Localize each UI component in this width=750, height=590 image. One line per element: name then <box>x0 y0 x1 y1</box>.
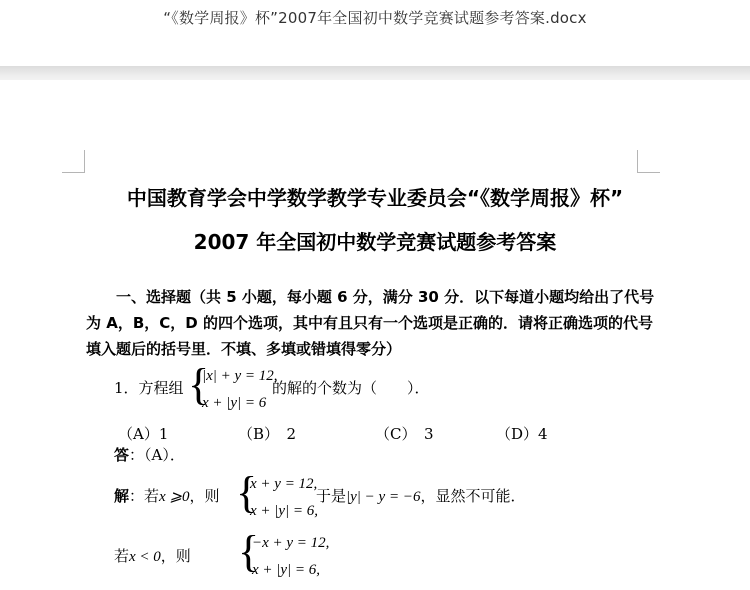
q1-eq2: x + |y| = 6 <box>202 395 267 411</box>
answer-label: 答 <box>114 446 130 464</box>
heading-line-2: 2007 年全国初中数学竞赛试题参考答案 <box>193 230 557 254</box>
solution-end-1: ，显然不可能． <box>420 487 526 505</box>
option-c: （C） 3 <box>375 425 434 443</box>
solution-mid-1: ，则 <box>189 487 220 505</box>
sys1-eq2: x + |y| = 6, <box>250 503 319 519</box>
heading-line-1: 中国教育学会中学数学教学专业委员会“《数学周报》杯” <box>126 186 624 210</box>
option-d: （D）4 <box>496 425 548 443</box>
solution-system-1 <box>236 468 326 525</box>
q1-label: 1．方程组 <box>114 379 184 397</box>
sys2-eq1: −x + y = 12, <box>252 535 330 551</box>
margin-corner-top-right <box>637 150 660 173</box>
solution-line-1 <box>114 485 220 506</box>
brace-glyph: { <box>236 468 258 517</box>
solution-line-2 <box>114 545 191 566</box>
solution-prefix: ：若 <box>129 487 160 505</box>
option-a: （A）1 <box>118 425 169 443</box>
margin-corner-top-left <box>62 150 85 173</box>
answer-text: ：（A）． <box>129 446 185 464</box>
solution-then-line <box>316 485 525 506</box>
solution-system-2 <box>238 527 338 584</box>
brace-glyph: { <box>238 527 260 576</box>
section-intro: 一、选择题（共 5 小题，每小题 6 分，满分 30 分．以下每道小题均给出了代号为 A，B，C，D 的四个选项，其中有且只有一个选项是正确的．请将正确选项的代号填入题后的括号里．不填、多填或错填得零分） <box>86 288 655 358</box>
solution-then: 于是 <box>316 487 347 505</box>
solution-mid-2: ，则 <box>160 547 191 565</box>
brace-glyph: { <box>188 360 210 409</box>
title-bar <box>0 0 750 66</box>
sys1-eq1: x + y = 12, <box>250 476 318 492</box>
option-b: （B） 2 <box>238 425 297 443</box>
solution-prefix-2: 若 <box>114 547 130 565</box>
sys2-eq2: x + |y| = 6, <box>252 562 321 578</box>
q1-suffix: 的解的个数为（ ）． <box>272 379 430 397</box>
condition-2: x < 0 <box>129 549 161 565</box>
condition-1: x ⩾0 <box>159 489 190 505</box>
derived-equation: |y| − y = −6 <box>346 489 421 505</box>
solution-label: 解 <box>114 487 130 505</box>
document-page <box>0 80 750 590</box>
document-title: “《数学周报》杯”2007年全国初中数学竞赛试题参考答案.docx <box>163 9 587 27</box>
q1-eq1: |x| + y = 12, <box>202 368 278 384</box>
q1-system <box>188 360 278 417</box>
answer-line <box>114 444 185 465</box>
page-gap <box>0 66 750 80</box>
